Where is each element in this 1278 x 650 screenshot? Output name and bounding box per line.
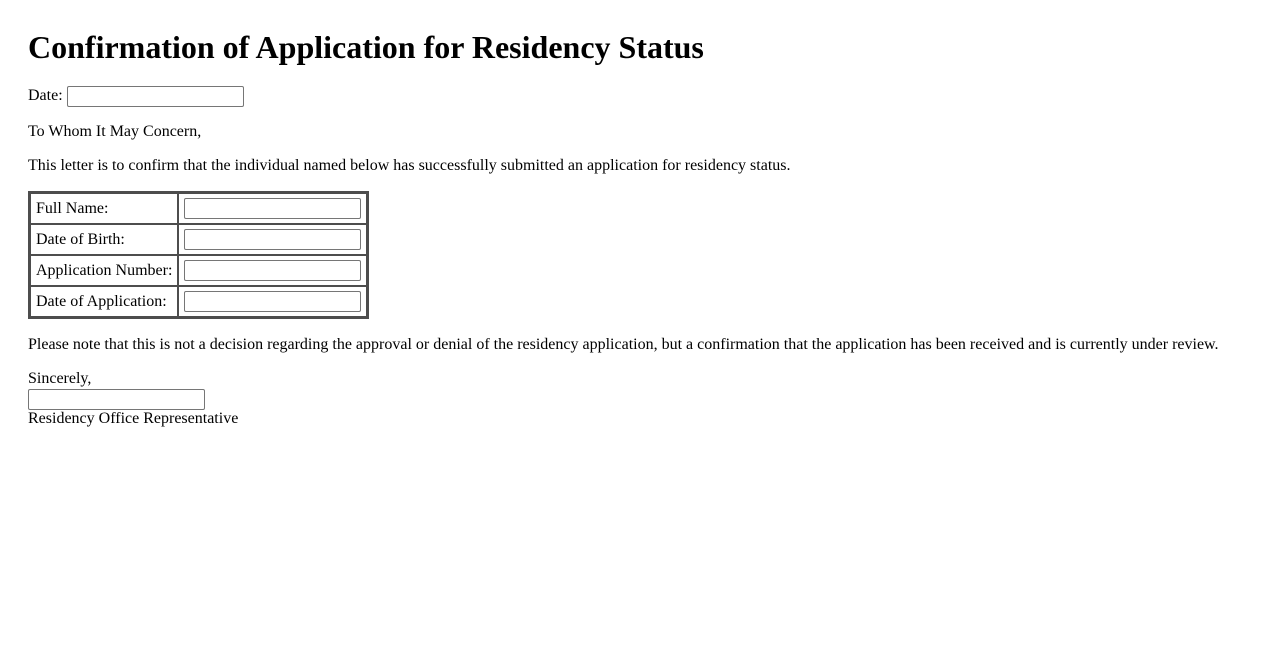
date-input[interactable]	[67, 86, 244, 107]
date-row	[28, 86, 1278, 106]
signer-title: Residency Office Representative	[28, 410, 239, 427]
date-label: Date:	[28, 87, 63, 104]
date-of-application-input[interactable]	[184, 291, 361, 312]
full-name-cell	[178, 193, 367, 224]
closing-text: Sincerely,	[28, 370, 92, 387]
salutation: To Whom It May Concern,	[28, 123, 202, 140]
applicant-info-table	[28, 191, 369, 319]
page-title: Confirmation of Application for Residency Status	[28, 29, 704, 65]
date-of-application-cell	[178, 286, 367, 317]
application-number-cell	[178, 255, 367, 286]
table-row	[30, 286, 367, 317]
application-number-label: Application Number:	[30, 255, 178, 286]
date-of-birth-label: Date of Birth:	[30, 224, 178, 255]
table-row	[30, 255, 367, 286]
note-paragraph: Please note that this is not a decision regarding the approval or denial of the residency application, but a confirmation that the application has been received and is currently under review.	[28, 336, 1219, 353]
application-number-input[interactable]	[184, 260, 361, 281]
full-name-label: Full Name:	[30, 193, 178, 224]
date-of-birth-cell	[178, 224, 367, 255]
full-name-input[interactable]	[184, 198, 361, 219]
date-of-application-label: Date of Application:	[30, 286, 178, 317]
signature-block	[28, 369, 1278, 428]
date-of-birth-input[interactable]	[184, 229, 361, 250]
signature-input[interactable]	[28, 389, 205, 410]
table-row	[30, 224, 367, 255]
intro-paragraph: This letter is to confirm that the individual named below has successfully submitted an application for residency status.	[28, 157, 791, 174]
table-row	[30, 193, 367, 224]
